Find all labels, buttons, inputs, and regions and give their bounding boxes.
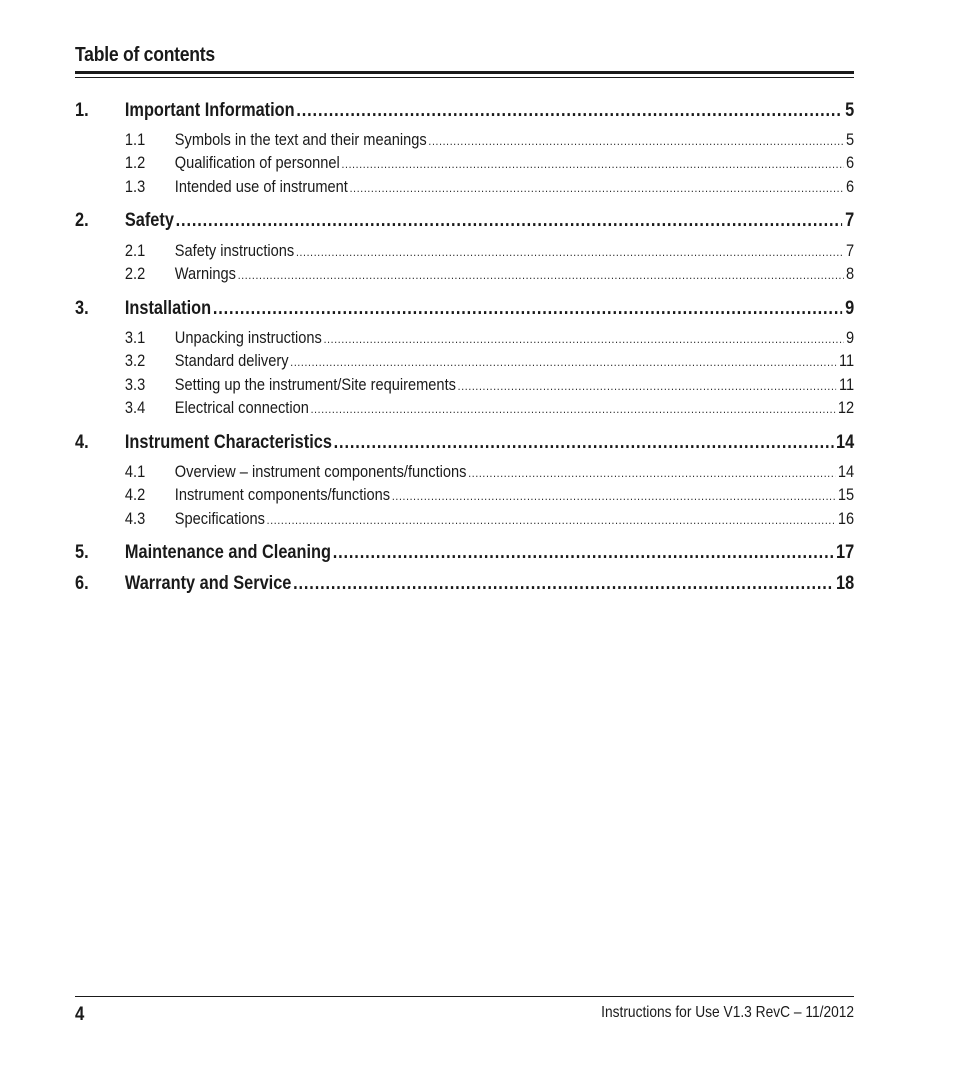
toc-page: 5 xyxy=(845,100,855,121)
toc-leader-dots xyxy=(428,134,843,148)
toc-number: 1.2 xyxy=(124,153,146,172)
toc-number: 6. xyxy=(75,573,89,594)
page-title: Table of contents xyxy=(75,44,215,66)
toc-title: Symbols in the text and their meanings xyxy=(174,130,427,149)
toc-page: 9 xyxy=(845,298,855,319)
toc-page: 9 xyxy=(846,328,855,347)
toc-number: 2. xyxy=(75,210,89,231)
toc-page: 14 xyxy=(837,462,855,481)
toc-entry-3[interactable] xyxy=(75,298,854,320)
toc-entry-4-3[interactable] xyxy=(75,509,854,529)
toc-title: Warranty and Service xyxy=(124,573,292,594)
toc-title: Safety xyxy=(124,210,174,231)
toc-number: 3.3 xyxy=(124,375,146,394)
footer-document-info: Instructions for Use V1.3 RevC – 11/2012 xyxy=(601,1004,854,1021)
toc-title: Instrument Characteristics xyxy=(124,432,332,453)
page-number: 4 xyxy=(75,1004,85,1025)
toc-leader-dots xyxy=(333,542,834,564)
toc-leader-dots xyxy=(341,157,843,171)
toc-leader-dots xyxy=(176,210,843,232)
toc-title: Electrical connection xyxy=(174,398,309,417)
title-rule-thick xyxy=(75,71,854,74)
toc-entry-4-2[interactable] xyxy=(75,485,854,505)
toc-leader-dots xyxy=(458,379,837,393)
toc-leader-dots xyxy=(290,355,836,369)
toc-title: Qualification of personnel xyxy=(174,153,340,172)
toc-title: Specifications xyxy=(174,509,265,528)
toc-number: 3.1 xyxy=(124,328,146,347)
toc-leader-dots xyxy=(392,489,835,503)
toc-leader-dots xyxy=(296,245,843,259)
footer-rule xyxy=(75,996,854,997)
toc-entry-1[interactable] xyxy=(75,100,854,122)
toc-leader-dots xyxy=(311,402,836,416)
toc-leader-dots xyxy=(238,268,844,282)
toc-leader-dots xyxy=(296,100,842,122)
toc-number: 1.3 xyxy=(124,177,146,196)
title-rule-thin xyxy=(75,77,854,78)
toc-page: 17 xyxy=(835,542,855,563)
toc-leader-dots xyxy=(334,432,834,454)
toc-entry-3-2[interactable] xyxy=(75,351,854,371)
toc-number: 2.1 xyxy=(124,241,146,260)
toc-entry-6[interactable] xyxy=(75,573,854,595)
toc-title: Important Information xyxy=(124,100,295,121)
toc-entry-3-4[interactable] xyxy=(75,398,854,418)
toc-page: 8 xyxy=(846,264,855,283)
toc-title: Unpacking instructions xyxy=(174,328,322,347)
toc-entry-1-3[interactable] xyxy=(75,177,854,197)
toc-title: Maintenance and Cleaning xyxy=(124,542,331,563)
toc-number: 4.2 xyxy=(124,485,146,504)
toc-entry-4-1[interactable] xyxy=(75,462,854,482)
toc-title: Intended use of instrument xyxy=(174,177,348,196)
toc-leader-dots xyxy=(293,573,833,595)
toc-page: 12 xyxy=(837,398,855,417)
toc-title: Safety instructions xyxy=(174,241,295,260)
toc-page: 6 xyxy=(846,153,855,172)
toc-number: 4. xyxy=(75,432,89,453)
toc-entry-3-3[interactable] xyxy=(75,375,854,395)
toc-page: 14 xyxy=(835,432,855,453)
toc-leader-dots xyxy=(213,298,843,320)
toc-page: 7 xyxy=(846,241,855,260)
toc-number: 4.3 xyxy=(124,509,146,528)
toc-title: Warnings xyxy=(174,264,236,283)
toc-page: 11 xyxy=(838,351,855,370)
toc-number: 3.4 xyxy=(124,398,146,417)
toc-title: Instrument components/functions xyxy=(174,485,391,504)
toc-title: Overview – instrument components/functions xyxy=(174,462,467,481)
toc-number: 1.1 xyxy=(124,130,146,149)
toc-entry-2-2[interactable] xyxy=(75,264,854,284)
toc-entry-4[interactable] xyxy=(75,432,854,454)
toc-number: 3. xyxy=(75,298,89,319)
toc-entry-2[interactable] xyxy=(75,210,854,232)
toc-page: 18 xyxy=(835,573,855,594)
toc-leader-dots xyxy=(468,466,835,480)
toc-number: 5. xyxy=(75,542,89,563)
toc-entry-2-1[interactable] xyxy=(75,241,854,261)
toc-entry-1-2[interactable] xyxy=(75,153,854,173)
toc-page: 15 xyxy=(837,485,855,504)
toc-entry-3-1[interactable] xyxy=(75,328,854,348)
toc-number: 1. xyxy=(75,100,89,121)
toc-entry-1-1[interactable] xyxy=(75,130,854,150)
toc-page: 11 xyxy=(838,375,855,394)
toc-leader-dots xyxy=(350,181,844,195)
toc-number: 3.2 xyxy=(124,351,146,370)
toc-page: 6 xyxy=(846,177,855,196)
toc-page: 5 xyxy=(846,130,855,149)
toc-title: Setting up the instrument/Site requirements xyxy=(174,375,456,394)
toc-number: 2.2 xyxy=(124,264,146,283)
toc-page: 16 xyxy=(837,509,855,528)
toc-page: 7 xyxy=(845,210,855,231)
toc-number: 4.1 xyxy=(124,462,146,481)
toc-leader-dots xyxy=(324,332,844,346)
toc-title: Installation xyxy=(124,298,212,319)
toc-title: Standard delivery xyxy=(174,351,289,370)
toc-leader-dots xyxy=(267,513,836,527)
toc-entry-5[interactable] xyxy=(75,542,854,564)
